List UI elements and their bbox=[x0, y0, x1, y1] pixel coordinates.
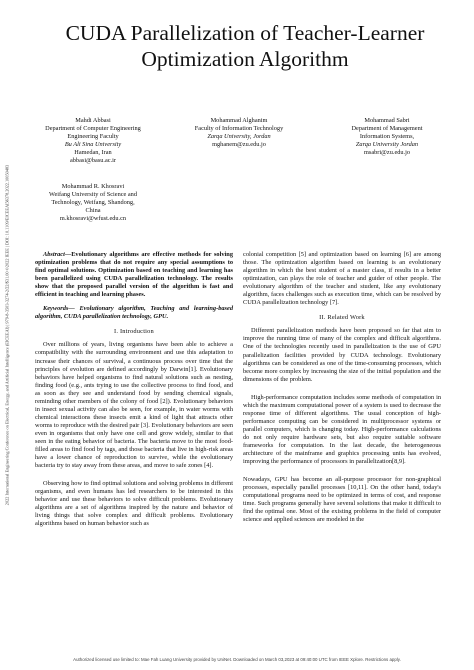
section-heading-related-work: II. Related Work bbox=[319, 314, 365, 322]
author-dept: Department of Management bbox=[351, 125, 423, 132]
paragraph: Over millions of years, living organisms have been able to achieve a compatibility with the surrounding environment and use this adaptation to increase their chances of survival, a continuous process over time that the principles of evolution are defined accordingly by Darwin[1]. Evolutionary behaviors have helped organisms to find natural solutions such as nesting, finding food (e.g., ants trying to use the collective process to find food, and as soon as they see and understand food by sending chemical signals, reminding other members of the colony of food [2]). Evolutionary behaviors in insect sexual activity can also be seen, for example, in water worms with chemical interactions these insects emit a kind of light that attracts other worms to reproduce with the desired pair [3]. Evolutionary behaviors are seen even in organisms that only have one cell and grow widely, similar to that seen in the eating behavior of bacteria. The bacteria move to the most food-filled areas to find food by tags, and those bacteria that live in high-risk areas have a lower chance of reproduction to survive, while the evolutionary bacteria try to stay away from these areas, and move to safe zones [4]. bbox=[35, 341, 234, 470]
author-city: Hamedan, Iran bbox=[74, 149, 112, 156]
right-column bbox=[243, 251, 441, 524]
license-footer: Authorized licensed use limited to: Mae Fah Luang University provided by UniNet. Downloaded on March 03,2023 at 09:40:00 UTC from IEEE Xplore. Restrictions apply. bbox=[73, 657, 401, 662]
title-line-1: CUDA Parallelization of Teacher-Learner bbox=[65, 21, 425, 45]
paper-title bbox=[30, 20, 460, 72]
paragraph: Different parallelization methods have been proposed so far that aim to improve the running time of many of the complex and difficult algorithms. One of the technologies recently used in parallelization is the use of GPU parallelization facilities provided by CUDA technology. Evolutionary algorithms can be considered as one of the time-consuming processes, which become more complex by increasing the size of the initial population and the dimensions of the problem. bbox=[243, 327, 441, 383]
author-email: mghanem@zu.edu.jo bbox=[212, 141, 266, 148]
author-block-1 bbox=[30, 117, 156, 165]
abstract-label: Abstract bbox=[43, 251, 65, 258]
author-block-2 bbox=[176, 117, 302, 149]
author-dept: Department of Computer Engineering bbox=[45, 125, 141, 132]
author-block-3 bbox=[324, 117, 450, 157]
author-dept: Weifang University of Science and bbox=[49, 191, 137, 198]
author-email: m.khosravi@wfust.edu.cn bbox=[59, 215, 127, 222]
title-line-2: Optimization Algorithm bbox=[141, 47, 349, 71]
author-univ: Zarqa University Jordan bbox=[355, 141, 419, 148]
author-faculty: Information Systems, bbox=[359, 133, 415, 140]
keywords: Keywords— Evolutionary algorithm, Teaching and learning-based algorithm, CUDA parallelization technology, GPU. bbox=[35, 305, 233, 321]
abstract bbox=[35, 251, 233, 299]
author-univ: Bu Ali Sina University bbox=[64, 141, 122, 148]
paragraph: Nowadays, GPU has become an all-purpose processor for non-graphical processes, especially parallel processes [10,11]. On the other hand, today's computational programs need to be optimized in terms of cost, and response time. Such programs generally have several solutions that make it difficult to find the optimal one. Most of the existing problems in the field of computer science and applied sciences are modeled in the bbox=[243, 476, 441, 524]
paragraph: colonial competition [5] and optimization based on learning [6] are among those. The optimization algorithm based on learning is an evolutionary algorithm in which the best student of a master class, if results in a better optimization, can plays the role of teacher and guider of other people. The evolutionary algorithm of the teacher and student, like any evolutionary algorithm, faces challenges such as execution time, which can be resolved by CUDA parallelization technology [7]. bbox=[243, 251, 441, 307]
doi-sidebar bbox=[0, 0, 14, 670]
abstract-text: —Evolutionary algorithms are effective methods for solving optimization problems that do not require any special assumptions to find optimal solutions. Optimization based on teaching and learning has been parallelized using CUDA parallelization technology. The results show that the proposed parallel version of the algorithm is fast and efficient in teaching and learning phases. bbox=[35, 251, 233, 299]
author-faculty: Engineering Faculty bbox=[67, 133, 119, 140]
author-dept: Faculty of Information Technology bbox=[194, 125, 284, 132]
author-faculty: Technology, Weifang, Shandong, bbox=[51, 199, 135, 206]
left-column bbox=[35, 251, 233, 528]
author-name: Mohammad Sabri bbox=[364, 117, 410, 124]
paragraph: Observing how to find optimal solutions and solving problems in different organisms, and even humans has led researchers to be interested in this behavior and use these behaviors to solve difficult problems. Evolutionary algorithms are a set of algorithms inspired by the nature and behavior of living things that solve complex and difficult problems. Evolutionary algorithms based on human behavior such as bbox=[35, 480, 233, 528]
section-heading-introduction: I. Introduction bbox=[114, 328, 154, 336]
author-name: Mahdi Abbasi bbox=[75, 117, 111, 124]
author-email: abbasi@basu.ac.ir bbox=[69, 157, 116, 164]
author-name: Mohammad R. Khosravi bbox=[61, 183, 125, 190]
author-block-4 bbox=[30, 183, 156, 223]
author-univ: Zarqa University, Jordan bbox=[207, 133, 271, 140]
author-city: China bbox=[85, 207, 101, 214]
author-email: msabri@zu.edu.jo bbox=[363, 149, 411, 156]
doi-sidebar-text: 2022 International Engineering Conference on Electrical, Energy, and Artificial Intelligence (EICEEAI) | 979-8-3503-3274-2/22/$31.00 ©2022 IEEE | DOI: 10.1109/EICEEAI56378.2022.10050483 bbox=[4, 164, 10, 506]
author-name: Mohammad Alghanim bbox=[210, 117, 268, 124]
paragraph: High-performance computation includes some methods of computation in which the maximum computational power of a system is used to decrease the response time of different algorithms. The usual conception of high-performance computing can be considered in multiprocessor systems or parallel computers, which is changing today. High-performance calculations do not only require hardware sets, but also require suitable software frameworks for computation. In the last decade, the heterogeneous architecture of the mainframe and graphics processing units has evolved, improving the performance of processors in parallelization[8,9]. bbox=[243, 393, 441, 466]
